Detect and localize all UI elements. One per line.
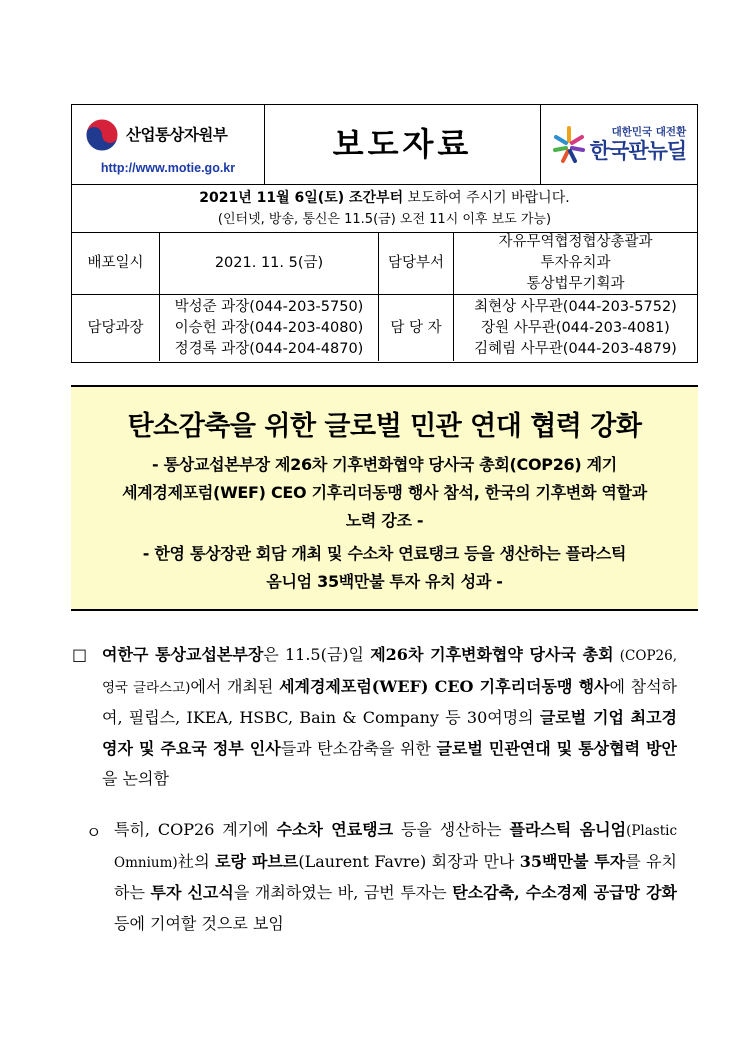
main-headline: 탄소감축을 위한 글로벌 민관 연대 협력 강화 (127, 411, 642, 442)
square-bullet-icon: □ (72, 645, 88, 664)
embargo-row (72, 185, 697, 233)
manager-item: 박성준 과장(044-203-5750) (174, 298, 364, 315)
dept-list (454, 233, 697, 294)
text-run: 들과 탄소감축을 위한 (280, 738, 437, 758)
subheadline-1 (81, 451, 688, 535)
embargo-cell (72, 185, 697, 232)
embargo-date: 2021년 11월 6일(토) 조간부터 (199, 189, 404, 206)
manager-label: 담당과장 (72, 295, 160, 361)
dept-label: 담당부서 (379, 233, 454, 294)
subheadline-1-line: 세계경제포럼(WEF) CEO 기후리더동맹 행사 참석, 한국의 기후변화 역할과 (122, 483, 647, 502)
company-name-en: (Plastic Omnium) (114, 823, 678, 871)
subheadline-2-line: - 한영 통상장관 회담 개최 및 수소차 연료탱크 등을 생산하는 플라스틱 (142, 544, 627, 563)
dept-item: 통상법무기획과 (526, 276, 625, 292)
subheadline-2 (81, 540, 688, 596)
body-paragraph-1 (102, 640, 677, 795)
new-deal-mark-icon (552, 126, 586, 164)
investment-ceremony: 투자 신고식 (150, 883, 234, 902)
ceo-name: 로랑 파브르 (215, 851, 299, 871)
manager-item: 이승헌 과장(044-203-4080) (174, 319, 364, 336)
deal-logo-cell (541, 105, 697, 184)
ministry-logo (84, 117, 227, 153)
subheadline-1-line: - 통상교섭본부장 제26차 기후변화협약 당사국 총회(COP26) 계기 (152, 455, 617, 474)
text-run: 社의 (177, 851, 216, 871)
text-run: 등에 기여할 것으로 보임 (114, 913, 284, 933)
hydrogen-tank: 수소차 연료탱크 (276, 820, 394, 839)
deal-logo-tagline: 대한민국 대전환 (611, 125, 687, 138)
text-run: 을 논의함 (102, 769, 169, 788)
body-paragraph-2 (114, 815, 677, 939)
text-run: 특히, COP26 계기에 (114, 820, 277, 839)
minister-name: 여한구 통상교섭본부장 (102, 645, 264, 664)
cop26-name: 제26차 기후변화협약 당사국 총회 (370, 645, 614, 664)
investment-amount: 35백만불 투자 (519, 851, 626, 871)
korean-new-deal-logo (552, 126, 686, 164)
wef-event-name: 세계경제포럼(WEF) CEO 기후리더동맹 행사 (279, 676, 610, 696)
discussion-topic: 글로벌 민관연대 및 통상협력 방안 (436, 738, 677, 758)
release-label: 배포일시 (72, 233, 160, 294)
headline-box (71, 385, 698, 611)
cop26-location: (COP26, 영국 글라스고) (102, 648, 677, 696)
staff-item: 최현상 사무관(044-203-5752) (474, 298, 677, 315)
company-name: 플라스틱 옴니엄 (509, 820, 627, 839)
taegeuk-emblem-icon (84, 117, 120, 153)
manager-item: 정경록 과장(044-204-4870) (174, 340, 364, 357)
dept-item: 투자유치과 (540, 255, 611, 271)
text-run: 에 참석하여, 필립스, IKEA, HSBC, Bain & Company 등 30여명의 (102, 676, 677, 727)
text-run: 을 개최하였는 바, 금번 투자는 (233, 883, 453, 902)
press-title-cell (265, 105, 541, 184)
participants: 글로벌 기업 최고경영자 및 주요국 정부 인사 (102, 708, 678, 758)
release-row (72, 233, 697, 295)
text-run: 등을 생산하는 (393, 820, 510, 839)
subheadline-2-line: 옴니엄 35백만불 투자 유치 성과 - (266, 572, 503, 591)
embargo-line2: (인터넷, 방송, 통신은 11.5(금) 오전 11시 이후 보도 가능) (217, 211, 552, 227)
circle-bullet-icon: ㅇ (86, 823, 102, 842)
text-run: 에서 개최된 (190, 676, 280, 696)
embargo-request: 보도하여 주시기 바랍니다. (403, 189, 570, 206)
investment-effects: 탄소감축, 수소경제 공급망 강화 (452, 883, 677, 902)
text-run: (Laurent Favre) 회장과 만나 (298, 851, 520, 871)
staff-item: 김혜림 사무관(044-203-4879) (474, 340, 677, 357)
press-release-header-table (71, 104, 698, 363)
text-run: 를 유치하는 (114, 851, 677, 902)
ministry-cell (72, 105, 265, 184)
embargo-line1 (199, 188, 569, 209)
ministry-name: 산업통상자원부 (126, 125, 228, 144)
header-logo-row (72, 105, 697, 185)
release-date: 2021. 11. 5(금) (160, 233, 379, 294)
subheadline-1-line: 노력 강조 - (345, 511, 424, 530)
staff-label: 담 당 자 (379, 295, 454, 361)
ministry-url-link[interactable]: http://www.motie.go.kr (100, 161, 236, 175)
contact-row (72, 295, 697, 361)
staff-item: 장원 사무관(044-203-4081) (481, 319, 670, 336)
dept-item: 자유무역협정협상총괄과 (498, 234, 653, 250)
staff-list (454, 295, 697, 361)
manager-list (160, 295, 379, 361)
text-run: 은 11.5(금)일 (263, 645, 371, 664)
deal-logo-name: 한국판뉴딜 (589, 138, 687, 163)
press-release-title: 보도자료 (332, 125, 473, 163)
